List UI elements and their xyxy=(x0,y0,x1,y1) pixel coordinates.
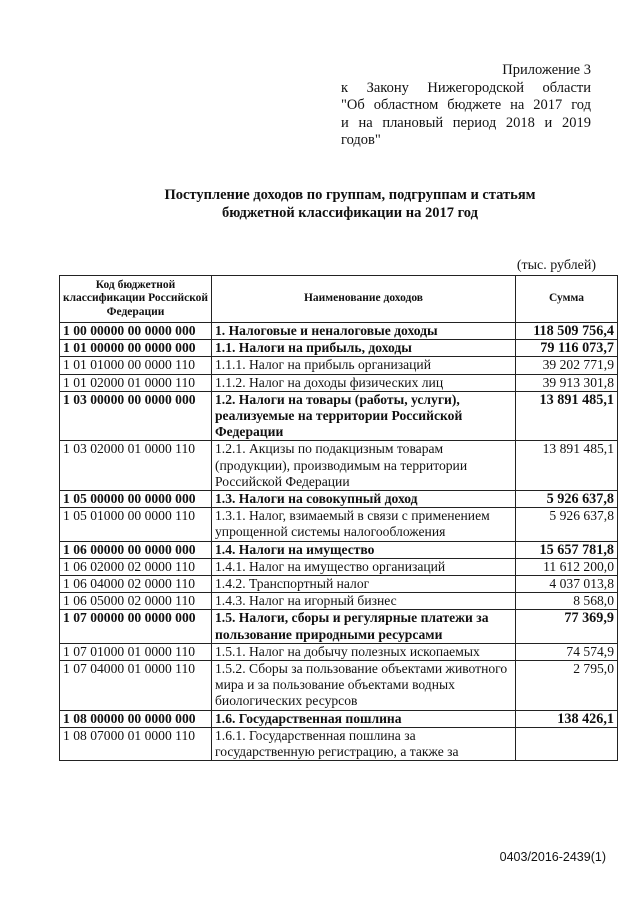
row-code: 1 01 00000 00 0000 000 xyxy=(60,340,212,357)
row-code: 1 06 05000 02 0000 110 xyxy=(60,593,212,610)
appendix-number: Приложение 3 xyxy=(502,62,591,78)
table-row xyxy=(60,508,618,541)
table-row xyxy=(60,558,618,575)
document-footer-code: 0403/2016-2439(1) xyxy=(499,850,606,864)
row-code: 1 06 04000 02 0000 110 xyxy=(60,576,212,593)
table-row xyxy=(60,357,618,374)
row-name: 1.2. Налоги на товары (работы, услуги), реализуемые на территории Российской Федерации xyxy=(212,391,516,441)
row-code: 1 07 00000 00 0000 000 xyxy=(60,610,212,643)
header-sum: Сумма xyxy=(516,276,618,323)
row-sum: 13 891 485,1 xyxy=(516,391,618,441)
appendix-header xyxy=(341,62,591,150)
row-name: 1.6.1. Государственная пошлина за государственную регистрацию, а также за xyxy=(212,727,516,760)
table-row xyxy=(60,391,618,441)
row-name: 1.4.2. Транспортный налог xyxy=(212,576,516,593)
row-sum: 4 037 013,8 xyxy=(516,576,618,593)
row-name: 1.3. Налоги на совокупный доход xyxy=(212,491,516,508)
table-row xyxy=(60,374,618,391)
row-code: 1 07 01000 01 0000 110 xyxy=(60,643,212,660)
table-row xyxy=(60,441,618,491)
row-code: 1 03 00000 00 0000 000 xyxy=(60,391,212,441)
row-code: 1 08 00000 00 0000 000 xyxy=(60,710,212,727)
row-code: 1 08 07000 01 0000 110 xyxy=(60,727,212,760)
row-sum: 138 426,1 xyxy=(516,710,618,727)
row-sum: 5 926 637,8 xyxy=(516,491,618,508)
row-name: 1. Налоговые и неналоговые доходы xyxy=(212,323,516,340)
row-code: 1 01 01000 00 0000 110 xyxy=(60,357,212,374)
row-name: 1.5.1. Налог на добычу полезных ископаемых xyxy=(212,643,516,660)
row-name: 1.6. Государственная пошлина xyxy=(212,710,516,727)
row-name: 1.4.1. Налог на имущество организаций xyxy=(212,558,516,575)
row-code: 1 00 00000 00 0000 000 xyxy=(60,323,212,340)
row-code: 1 07 04000 01 0000 110 xyxy=(60,661,212,711)
row-sum: 2 795,0 xyxy=(516,661,618,711)
table-row xyxy=(60,340,618,357)
table-row xyxy=(60,610,618,643)
row-code: 1 03 02000 01 0000 110 xyxy=(60,441,212,491)
table-row xyxy=(60,576,618,593)
row-sum: 11 612 200,0 xyxy=(516,558,618,575)
document-title xyxy=(130,186,570,222)
table-row xyxy=(60,661,618,711)
row-sum: 15 657 781,8 xyxy=(516,541,618,558)
row-code: 1 05 00000 00 0000 000 xyxy=(60,491,212,508)
appendix-law-end-line: годов" xyxy=(341,132,381,148)
table-header-row xyxy=(60,276,618,323)
header-name: Наименование доходов xyxy=(212,276,516,323)
row-code: 1 05 01000 00 0000 110 xyxy=(60,508,212,541)
title-line-2: бюджетной классификации на 2017 год xyxy=(222,205,478,221)
row-code: 1 06 00000 00 0000 000 xyxy=(60,541,212,558)
table-row xyxy=(60,323,618,340)
table-row xyxy=(60,491,618,508)
row-sum: 77 369,9 xyxy=(516,610,618,643)
row-sum: 5 926 637,8 xyxy=(516,508,618,541)
row-sum: 79 116 073,7 xyxy=(516,340,618,357)
title-line-1: Поступление доходов по группам, подгруппам и статьям xyxy=(164,187,536,203)
row-name: 1.4. Налоги на имущество xyxy=(212,541,516,558)
table-row xyxy=(60,727,618,760)
row-sum: 8 568,0 xyxy=(516,593,618,610)
row-name: 1.1.1. Налог на прибыль организаций xyxy=(212,357,516,374)
row-name: 1.2.1. Акцизы по подакцизным товарам (продукции), производимым на территории Российской Федерации xyxy=(212,441,516,491)
units-label: (тыс. рублей) xyxy=(516,258,596,273)
row-name: 1.1. Налоги на прибыль, доходы xyxy=(212,340,516,357)
row-name: 1.5.2. Сборы за пользование объектами животного мира и за пользование объектами водных биологических ресурсов xyxy=(212,661,516,711)
appendix-law-period-line: и на плановый период 2018 и 2019 xyxy=(341,114,591,131)
row-code: 1 06 02000 02 0000 110 xyxy=(60,558,212,575)
row-sum xyxy=(516,727,618,760)
row-sum: 39 913 301,8 xyxy=(516,374,618,391)
table-row xyxy=(60,541,618,558)
table-row xyxy=(60,710,618,727)
header-code: Код бюджетной классификации Российской Федерации xyxy=(60,276,212,323)
table-row xyxy=(60,643,618,660)
income-table xyxy=(59,275,618,761)
row-name: 1.5. Налоги, сборы и регулярные платежи за пользование природными ресурсами xyxy=(212,610,516,643)
row-name: 1.1.2. Налог на доходы физических лиц xyxy=(212,374,516,391)
row-name: 1.3.1. Налог, взимаемый в связи с применением упрощенной системы налогообложения xyxy=(212,508,516,541)
appendix-law-title-line: "Об областном бюджете на 2017 год xyxy=(341,97,591,113)
row-sum: 74 574,9 xyxy=(516,643,618,660)
row-sum: 39 202 771,9 xyxy=(516,357,618,374)
row-name: 1.4.3. Налог на игорный бизнес xyxy=(212,593,516,610)
row-sum: 118 509 756,4 xyxy=(516,323,618,340)
row-sum: 13 891 485,1 xyxy=(516,441,618,491)
row-code: 1 01 02000 01 0000 110 xyxy=(60,374,212,391)
table-row xyxy=(60,593,618,610)
appendix-law-line: к Закону Нижегородской области xyxy=(341,79,591,96)
